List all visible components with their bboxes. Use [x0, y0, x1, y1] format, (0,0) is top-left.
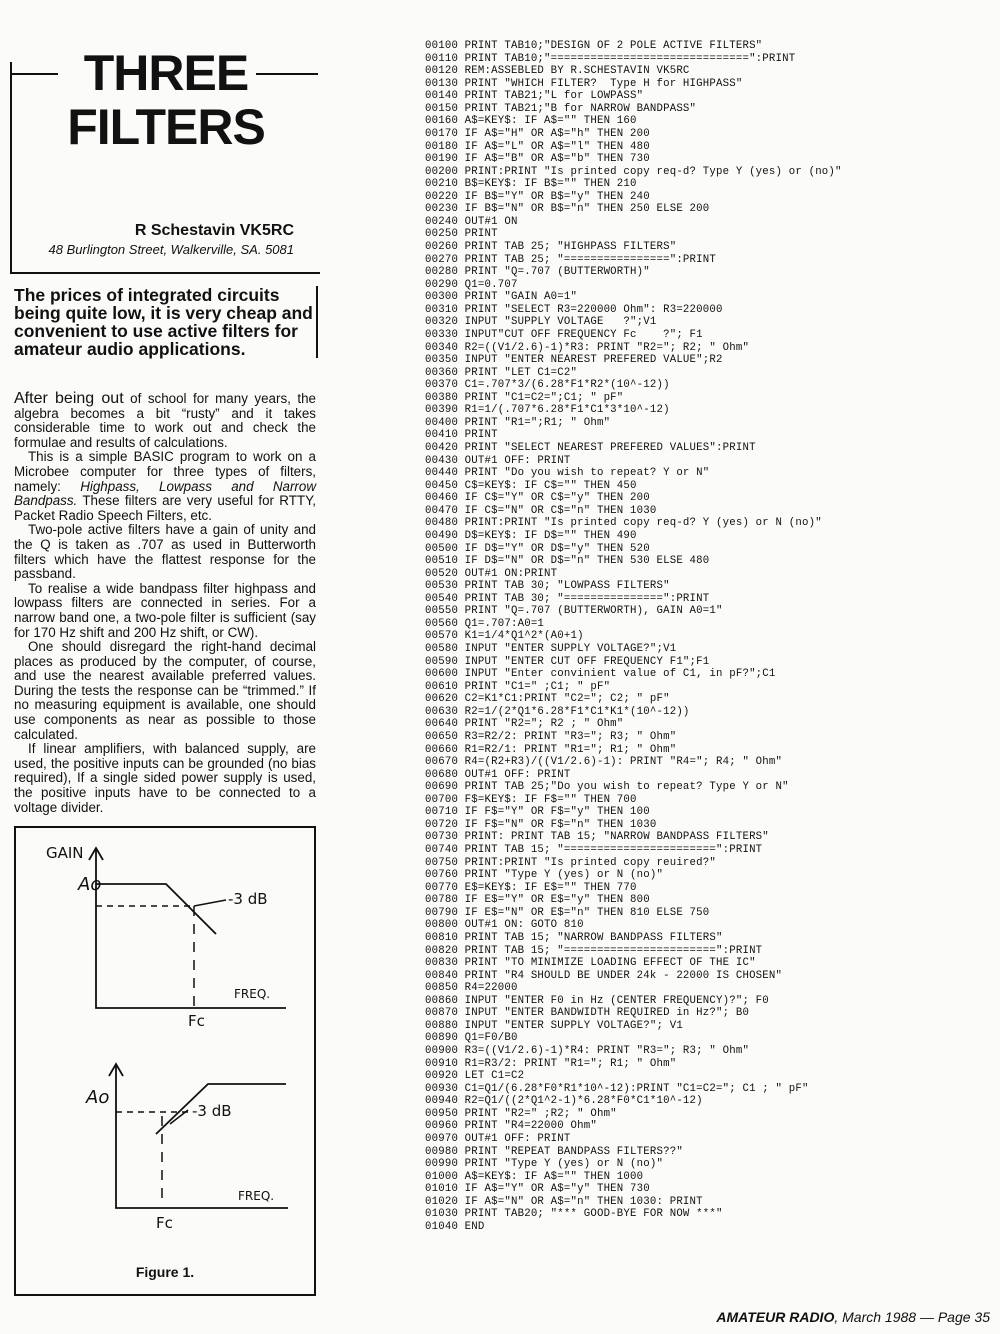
code-line: 00770 E$=KEY$: IF E$="" THEN 770 [425, 881, 637, 894]
code-line: 00530 PRINT TAB 30; "LOWPASS FILTERS" [425, 580, 670, 593]
code-line: 00320 INPUT "SUPPLY VOLTAGE ?";V1 [425, 316, 657, 329]
filter-types: Highpass, Lowpass and Narrow Bandpass. [14, 478, 317, 509]
code-line: 00120 REM:ASSEBLED BY R.SCHESTAVIN VK5RC [425, 65, 690, 78]
code-line: 00280 PRINT "Q=.707 (BUTTERWORTH)" [425, 266, 650, 279]
figure-caption: Figure 1. [135, 1264, 195, 1280]
code-line: 00620 C2=K1*C1:PRINT "C2="; C2; " pF" [425, 693, 670, 706]
code-line: 00260 PRINT TAB 25; "HIGHPASS FILTERS" [425, 241, 677, 253]
page-footer [716, 1309, 990, 1325]
code-line: 00100 PRINT TAB10;"DESIGN OF 2 POLE ACTIVE FILTERS" [425, 40, 763, 52]
code-line: 00440 PRINT "Do you wish to repeat? Y or N" [425, 467, 710, 480]
author-address: 48 Burlington Street, Walkerville, SA. 5081 [48, 242, 294, 257]
code-line: 00630 R2=1/(2*Q1*6.28*F1*C1*K1*(10^-12)) [425, 705, 690, 718]
code-line: 00520 OUT#1 ON:PRINT [425, 567, 558, 580]
code-line: 00590 INPUT "ENTER CUT OFF FREQUENCY F1";F1 [425, 655, 710, 668]
code-line: 00780 IF E$="Y" OR E$="y" THEN 800 [425, 894, 650, 907]
code-line: 00230 IF B$="N" OR B$="n" THEN 250 ELSE 200 [425, 203, 710, 216]
code-line: 00470 IF C$="N" OR C$="n" THEN 1030 [425, 504, 657, 517]
paragraph-4: To realise a wide bandpass filter highpass and lowpass filters are connected in series. For a narrow band one, a two-pole filter is sufficient (say for 170 Hz shift and 200 Hz shift, or CW). [14, 580, 316, 640]
title-line-2: FILTERS [67, 99, 265, 155]
bottom-freq-label: FREQ. [238, 1189, 275, 1203]
code-line: 00850 R4=22000 [425, 982, 518, 995]
code-line: 00480 PRINT:PRINT "Is printed copy req-d? Y (yes) or N (no)" [425, 517, 822, 530]
paragraph-3: Two-pole active filters have a gain of unity and the Q is taken as .707 as used in Butterworth filters which have the flattest response for the passband. [14, 522, 316, 582]
code-line: 00830 PRINT "TO MINIMIZE LOADING EFFECT OF THE IC" [425, 957, 756, 970]
paragraph-1: After being out of school for many years, the algebra becomes a bit “rusty” and it takes considerable time to work out and check the formulae and results of calculations. [14, 390, 316, 450]
code-line: 00110 PRINT TAB10;"==============================":PRINT [425, 52, 796, 65]
paragraph-6: If linear amplifiers, with balanced supply, are used, the positive inputs can be grounded (no bias required), If a single sided power supply is used, the positive inputs have to be connected to a voltage divider. [14, 741, 316, 815]
article-title [36, 46, 296, 154]
code-line: 00190 IF A$="B" OR A$="b" THEN 730 [425, 153, 650, 166]
top-3db-pointer [194, 900, 226, 906]
code-line: 00860 INPUT "ENTER F0 in Hz (CENTER FREQUENCY)?"; F0 [425, 994, 769, 1007]
top-axes [96, 850, 286, 1008]
code-line: 00920 LET C1=C2 [425, 1070, 525, 1083]
bottom-fc-label: Fc [156, 1214, 173, 1232]
top-ao-label: Ao [78, 874, 102, 895]
code-line: 00270 PRINT TAB 25; "================":PRINT [425, 253, 716, 266]
code-line: 00180 IF A$="L" OR A$="l" THEN 480 [425, 140, 650, 153]
code-line: 00430 OUT#1 OFF: PRINT [425, 454, 571, 467]
code-line: 00800 OUT#1 ON: GOTO 810 [425, 919, 584, 932]
code-line: 01010 IF A$="Y" OR A$="y" THEN 730 [425, 1183, 650, 1196]
code-line: 00740 PRINT TAB 15; "=======================":PRINT [425, 844, 763, 856]
code-line: 00420 PRINT "SELECT NEAREST PREFERED VALUES":PRINT [425, 442, 756, 454]
code-line: 00820 PRINT TAB 15; "=======================":PRINT [425, 944, 763, 957]
article-body [14, 392, 316, 815]
code-line: 00160 A$=KEY$: IF A$="" THEN 160 [425, 115, 637, 128]
code-line: 00170 IF A$="H" OR A$="h" THEN 200 [425, 127, 650, 140]
code-line: 00980 PRINT "REPEAT BANDPASS FILTERS??" [425, 1145, 683, 1158]
top-3db-label: -3 dB [228, 890, 268, 908]
code-line: 00240 OUT#1 ON [425, 215, 518, 228]
code-line: 00220 IF B$="Y" OR B$="y" THEN 240 [425, 190, 650, 203]
code-line: 00880 INPUT "ENTER SUPPLY VOLTAGE?"; V1 [425, 1019, 683, 1032]
code-line: 00460 IF C$="Y" OR C$="y" THEN 200 [425, 492, 650, 505]
code-line: 00840 PRINT "R4 SHOULD BE UNDER 24k - 22000 IS CHOSEN" [425, 969, 783, 982]
title-line-1: THREE [83, 45, 249, 101]
code-line: 00690 PRINT TAB 25;"Do you wish to repeat? Type Y or N" [425, 781, 789, 794]
code-line: 00940 R2=Q1/((2*Q1^2-1)*6.28*F0*C1*10^-12) [425, 1095, 703, 1108]
code-line: 00490 D$=KEY$: IF D$="" THEN 490 [425, 529, 637, 542]
code-line: 00680 OUT#1 OFF: PRINT [425, 768, 571, 781]
code-line: 00200 PRINT:PRINT "Is printed copy req-d? Type Y (yes) or (no)" [425, 165, 842, 178]
code-line: 00650 R3=R2/2: PRINT "R3="; R3; " Ohm" [425, 730, 677, 743]
code-line: 00950 PRINT "R2=" ;R2; " Ohm" [425, 1107, 617, 1120]
code-line: 00130 PRINT "WHICH FILTER? Type H for HIGHPASS" [425, 77, 743, 90]
code-line: 00750 PRINT:PRINT "Is printed copy reuired?" [425, 856, 716, 869]
code-line: 00150 PRINT TAB21;"B for NARROW BANDPASS" [425, 102, 697, 115]
code-line: 00890 Q1=F0/B0 [425, 1032, 518, 1045]
top-freq-label: FREQ. [234, 987, 271, 1001]
code-line: 00660 R1=R2/1: PRINT "R1="; R1; " Ohm" [425, 743, 677, 756]
code-line: 01040 END [425, 1220, 485, 1233]
code-line: 00450 C$=KEY$: IF C$="" THEN 450 [425, 479, 637, 492]
code-line: 00710 IF F$="Y" OR F$="y" THEN 100 [425, 806, 650, 819]
code-line: 00790 IF E$="N" OR E$="n" THEN 810 ELSE 750 [425, 906, 710, 919]
code-line: 00910 R1=R3/2: PRINT "R1="; R1; " Ohm" [425, 1057, 677, 1070]
code-line: 00510 IF D$="N" OR D$="n" THEN 530 ELSE 480 [425, 555, 710, 568]
top-fc-label: Fc [188, 1012, 205, 1030]
code-line: 00290 Q1=0.707 [425, 278, 518, 291]
author-name: R Schestavin VK5RC [134, 222, 294, 239]
code-line: 00760 PRINT "Type Y (yes) or N (no)" [425, 869, 664, 882]
code-line: 00330 INPUT"CUT OFF FREQUENCY Fc ?"; F1 [425, 328, 703, 341]
code-line: 00930 C1=Q1/(6.28*F0*R1*10^-12):PRINT "C1=C2="; C1 ; " pF" [425, 1082, 809, 1095]
code-line: 00970 OUT#1 OFF: PRINT [425, 1132, 571, 1145]
code-line: 00350 INPUT "ENTER NEAREST PREFERED VALUE";R2 [425, 354, 723, 367]
code-line: 00600 INPUT "Enter convinient value of C1, in pF?";C1 [425, 668, 776, 681]
code-line: 00700 F$=KEY$: IF F$="" THEN 700 [425, 793, 637, 806]
code-line: 00300 PRINT "GAIN A0=1" [425, 291, 578, 304]
code-line: 00410 PRINT [425, 429, 498, 442]
code-line: 00400 PRINT "R1=";R1; " Ohm" [425, 416, 611, 429]
code-line: 00640 PRINT "R2="; R2 ; " Ohm" [425, 718, 624, 731]
code-line: 00610 PRINT "C1=" ;C1; " pF" [425, 680, 611, 693]
top-gain-label: GAIN [46, 844, 84, 862]
paragraph-5: One should disregard the right-hand decimal places as produced by the computer, of course, and use the nearest available preferred values. During the tests the response can be “trimmed.” If no measuring equipment is available, one should use components as near as possible to those calculated. [14, 639, 316, 742]
bottom-3db-label: -3 dB [192, 1102, 232, 1120]
code-line: 00720 IF F$="N" OR F$="n" THEN 1030 [425, 818, 657, 831]
code-line: 00550 PRINT "Q=.707 (BUTTERWORTH), GAIN A0=1" [425, 605, 723, 618]
figure-1-sketch [16, 828, 314, 1294]
intro-paragraph: The prices of integrated circuits being quite low, it is very cheap and convenient to use active filters for amateur audio applications. [14, 286, 318, 358]
code-line: 00210 B$=KEY$: IF B$="" THEN 210 [425, 178, 637, 191]
code-line: 00810 PRINT TAB 15; "NARROW BANDPASS FILTERS" [425, 931, 723, 944]
bottom-axes [116, 1064, 288, 1208]
code-line: 01020 IF A$="N" OR A$="n" THEN 1030: PRINT [425, 1195, 703, 1208]
paragraph-2: This is a simple BASIC program to work on a Microbee computer for three types of filters, namely: Highpass, Lowpass and Narrow Bandpass. These filters are very useful for RTTY, Packet Radio Speech Filters, etc. [14, 449, 317, 523]
code-line: 01000 A$=KEY$: IF A$="" THEN 1000 [425, 1170, 644, 1183]
code-line: 00960 PRINT "R4=22000 Ohm" [425, 1120, 597, 1133]
code-line: 00570 K1=1/4*Q1^2*(A0+1) [425, 630, 584, 643]
code-line: 00560 Q1=.707:A0=1 [425, 617, 545, 630]
code-line: 00140 PRINT TAB21;"L for LOWPASS" [425, 90, 644, 103]
code-line: 00670 R4=(R2+R3)/((V1/2.6)-1): PRINT "R4="; R4; " Ohm" [425, 756, 783, 769]
lead-words: After being out [14, 390, 124, 407]
code-line: 00370 C1=.707*3/(6.28*F1*R2*(10^-12)) [425, 379, 670, 392]
code-line: 00870 INPUT "ENTER BANDWIDTH REQUIRED in Hz?"; B0 [425, 1007, 750, 1020]
code-line: 00380 PRINT "C1=C2=";C1; " pF" [425, 391, 624, 404]
code-line: 00360 PRINT "LET C1=C2" [425, 366, 578, 379]
code-line: 00580 INPUT "ENTER SUPPLY VOLTAGE?";V1 [425, 643, 677, 655]
code-line: 00900 R3=((V1/2.6)-1)*R4: PRINT "R3="; R3; " Ohm" [425, 1045, 750, 1057]
code-line: 00250 PRINT [425, 228, 498, 241]
code-line: 00310 PRINT "SELECT R3=220000 Ohm": R3=220000 [425, 303, 723, 316]
code-line: 00990 PRINT "Type Y (yes) or N (no)" [425, 1158, 664, 1171]
issue-info: , March 1988 — Page 35 [834, 1309, 990, 1325]
magazine-name: AMATEUR RADIO [716, 1309, 835, 1325]
bottom-ao-label: Ao [86, 1087, 110, 1108]
figure-1 [14, 826, 316, 1296]
basic-program-listing [425, 40, 995, 1233]
code-line: 01030 PRINT TAB20; "*** GOOD-BYE FOR NOW ***" [425, 1208, 723, 1221]
code-line: 00390 R1=1/(.707*6.28*F1*C1*3*10^-12) [425, 404, 670, 417]
code-line: 00540 PRINT TAB 30; "===============":PRINT [425, 592, 710, 605]
top-response-curve [96, 884, 216, 934]
code-line: 00500 IF D$="Y" OR D$="y" THEN 520 [425, 542, 650, 555]
code-line: 00730 PRINT: PRINT TAB 15; "NARROW BANDPASS FILTERS" [425, 831, 769, 844]
code-line: 00340 R2=((V1/2.6)-1)*R3: PRINT "R2="; R2; " Ohm" [425, 341, 750, 354]
